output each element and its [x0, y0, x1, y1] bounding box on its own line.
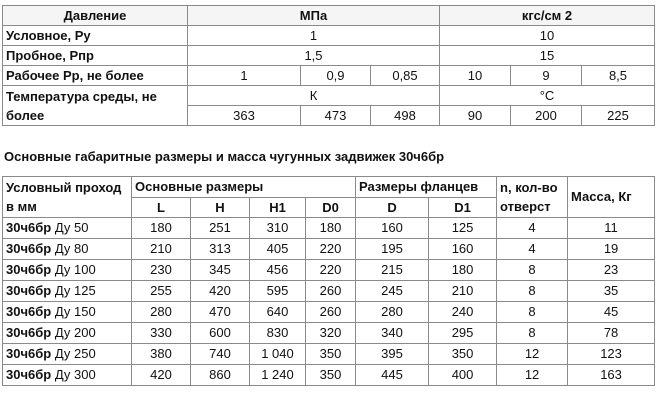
- cell: 498: [371, 106, 440, 126]
- dims-body: [3, 218, 655, 386]
- table-cell: 45: [568, 302, 655, 323]
- row-model-name: [3, 344, 132, 365]
- table-cell: 280: [132, 302, 191, 323]
- table-cell: 395: [356, 344, 429, 365]
- cell: 8,5: [582, 66, 655, 86]
- table-cell: 240: [429, 302, 497, 323]
- header-sub: L: [132, 198, 191, 218]
- table-cell: 350: [429, 344, 497, 365]
- row-model: 30ч6бр: [6, 304, 52, 319]
- row-model-name: [3, 323, 132, 344]
- pressure-row-nominal: [3, 26, 655, 46]
- row-label: Рабочее Рр, не более: [3, 66, 188, 86]
- table-cell: 380: [132, 344, 191, 365]
- pressure-row-test: [3, 46, 655, 66]
- table-cell: 595: [250, 281, 306, 302]
- table-cell: 11: [568, 218, 655, 239]
- table-cell: 160: [356, 218, 429, 239]
- table-cell: 1 040: [250, 344, 306, 365]
- header-name-line2: в мм: [6, 199, 37, 214]
- table-row: [3, 365, 655, 386]
- table-cell: 4: [497, 239, 568, 260]
- table-cell: 210: [429, 281, 497, 302]
- table-cell: 295: [429, 323, 497, 344]
- cell: 0,85: [371, 66, 440, 86]
- table-cell: 8: [497, 281, 568, 302]
- table-cell: 125: [429, 218, 497, 239]
- row-dn: Ду 200: [54, 325, 96, 340]
- table-cell: 35: [568, 281, 655, 302]
- header-name-line1: Условный проход: [6, 180, 122, 195]
- header-mass: Масса, Кг: [568, 177, 655, 218]
- table-cell: 400: [429, 365, 497, 386]
- row-model: 30ч6бр: [6, 325, 52, 340]
- table-cell: 445: [356, 365, 429, 386]
- table-cell: 220: [306, 239, 356, 260]
- cell: 10: [440, 66, 511, 86]
- cell: 225: [582, 106, 655, 126]
- row-model-name: [3, 365, 132, 386]
- cell: 363: [188, 106, 301, 126]
- row-dn: Ду 100: [54, 262, 96, 277]
- row-dn: Ду 50: [54, 220, 89, 235]
- row-dn: Ду 150: [54, 304, 96, 319]
- header-holes-line2: отверст: [500, 199, 551, 214]
- table-cell: 405: [250, 239, 306, 260]
- table-cell: 180: [132, 218, 191, 239]
- dims-table: [2, 176, 655, 386]
- row-model: 30ч6бр: [6, 262, 52, 277]
- table-cell: 195: [356, 239, 429, 260]
- header-main-dims: Основные размеры: [132, 177, 356, 198]
- table-cell: 12: [497, 344, 568, 365]
- table-cell: 220: [306, 260, 356, 281]
- row-dn: Ду 80: [54, 241, 89, 256]
- table-cell: 19: [568, 239, 655, 260]
- header-name: [3, 177, 132, 218]
- table-cell: 345: [191, 260, 250, 281]
- table-cell: 180: [306, 218, 356, 239]
- header-holes: [497, 177, 568, 218]
- header-sub: H: [191, 198, 250, 218]
- table-cell: 4: [497, 218, 568, 239]
- pressure-row-working: [3, 66, 655, 86]
- cell: 473: [301, 106, 371, 126]
- row-model-name: [3, 239, 132, 260]
- header-sub: D1: [429, 198, 497, 218]
- row-label: [3, 86, 188, 126]
- row-model-name: [3, 302, 132, 323]
- pressure-row-temp-units: [3, 86, 655, 106]
- cell-kgf: 10: [440, 26, 655, 46]
- table-cell: 313: [191, 239, 250, 260]
- table-cell: 160: [429, 239, 497, 260]
- table-row: [3, 323, 655, 344]
- row-model: 30ч6бр: [6, 220, 52, 235]
- table-row: [3, 260, 655, 281]
- table-cell: 8: [497, 260, 568, 281]
- table-cell: 230: [132, 260, 191, 281]
- table-cell: 260: [306, 302, 356, 323]
- table-cell: 23: [568, 260, 655, 281]
- table-cell: 350: [306, 344, 356, 365]
- table-row: [3, 239, 655, 260]
- table-cell: 123: [568, 344, 655, 365]
- table-cell: 210: [132, 239, 191, 260]
- table-cell: 420: [132, 365, 191, 386]
- table-cell: 8: [497, 302, 568, 323]
- dims-header-row-1: [3, 177, 655, 198]
- unit-k: К: [188, 86, 440, 106]
- table-row: [3, 218, 655, 239]
- pressure-table: [2, 5, 655, 126]
- cell-mpa: 1: [188, 26, 440, 46]
- header-flange-dims: Размеры фланцев: [356, 177, 497, 198]
- row-label: Условное, Ру: [3, 26, 188, 46]
- table-cell: 260: [306, 281, 356, 302]
- dims-caption: Основные габаритные размеры и масса чугунных задвижек 30ч6бр: [4, 149, 445, 164]
- table-cell: 310: [250, 218, 306, 239]
- table-cell: 420: [191, 281, 250, 302]
- table-row: [3, 302, 655, 323]
- cell-mpa: 1,5: [188, 46, 440, 66]
- table-cell: 860: [191, 365, 250, 386]
- row-dn: Ду 300: [54, 367, 96, 382]
- table-cell: 456: [250, 260, 306, 281]
- table-cell: 251: [191, 218, 250, 239]
- table-cell: 470: [191, 302, 250, 323]
- table-cell: 215: [356, 260, 429, 281]
- pressure-header-kgf: кгс/см 2: [440, 6, 655, 26]
- table-cell: 163: [568, 365, 655, 386]
- table-cell: 600: [191, 323, 250, 344]
- row-label: Пробное, Рпр: [3, 46, 188, 66]
- header-sub: D: [356, 198, 429, 218]
- row-model: 30ч6бр: [6, 283, 52, 298]
- table-cell: 1 240: [250, 365, 306, 386]
- cell-kgf: 15: [440, 46, 655, 66]
- temp-label-line1: Температура среды, не: [6, 89, 157, 104]
- table-cell: 255: [132, 281, 191, 302]
- table-cell: 12: [497, 365, 568, 386]
- table-cell: 640: [250, 302, 306, 323]
- table-cell: 280: [356, 302, 429, 323]
- table-cell: 340: [356, 323, 429, 344]
- temp-label-line2: более: [6, 108, 45, 123]
- table-cell: 8: [497, 323, 568, 344]
- cell: 200: [511, 106, 582, 126]
- row-dn: Ду 125: [54, 283, 96, 298]
- table-cell: 330: [132, 323, 191, 344]
- row-model: 30ч6бр: [6, 346, 52, 361]
- table-cell: 320: [306, 323, 356, 344]
- table-cell: 245: [356, 281, 429, 302]
- table-cell: 78: [568, 323, 655, 344]
- row-model-name: [3, 260, 132, 281]
- pressure-header-mpa: МПа: [188, 6, 440, 26]
- header-sub: H1: [250, 198, 306, 218]
- table-row: [3, 344, 655, 365]
- cell: 90: [440, 106, 511, 126]
- row-model-name: [3, 218, 132, 239]
- unit-c: °С: [440, 86, 655, 106]
- header-holes-line1: n, кол-во: [500, 180, 558, 195]
- table-cell: 350: [306, 365, 356, 386]
- cell: 1: [188, 66, 301, 86]
- cell: 9: [511, 66, 582, 86]
- table-row: [3, 281, 655, 302]
- table-cell: 180: [429, 260, 497, 281]
- pressure-header-label: Давление: [3, 6, 188, 26]
- table-cell: 740: [191, 344, 250, 365]
- row-model: 30ч6бр: [6, 241, 52, 256]
- row-model-name: [3, 281, 132, 302]
- row-model: 30ч6бр: [6, 367, 52, 382]
- pressure-header-row: [3, 6, 655, 26]
- table-cell: 830: [250, 323, 306, 344]
- header-sub: D0: [306, 198, 356, 218]
- cell: 0,9: [301, 66, 371, 86]
- row-dn: Ду 250: [54, 346, 96, 361]
